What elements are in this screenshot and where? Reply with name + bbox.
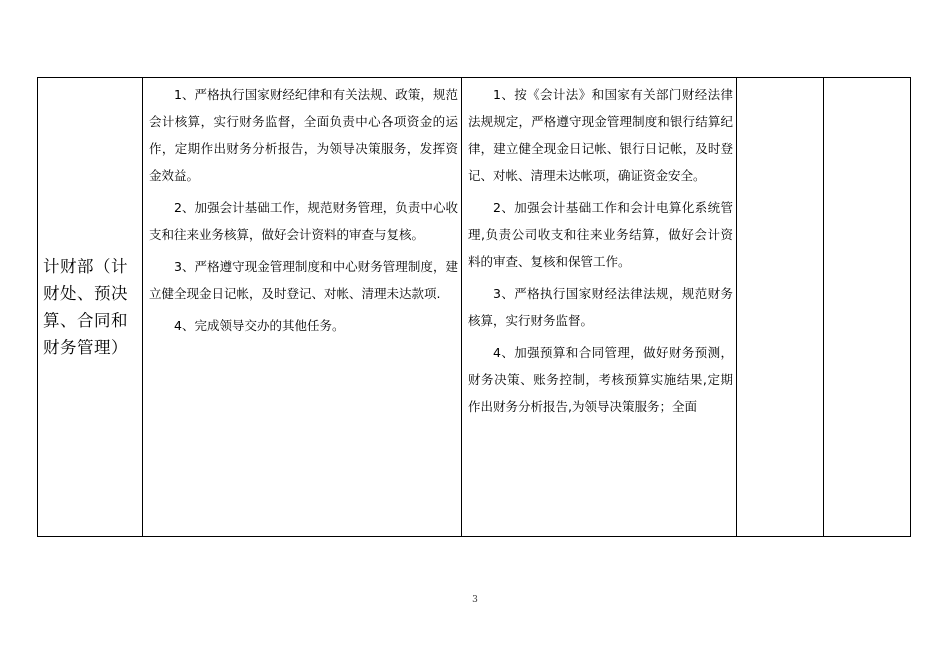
page-number: 3 xyxy=(472,595,478,605)
responsibilities-cell-b xyxy=(462,78,737,537)
duty-b-3: 3、严格执行国家财经法律法规，规范财务核算，实行财务监督。 xyxy=(468,286,733,328)
duty-a-4: 4、完成领导交办的其他任务。 xyxy=(174,318,345,333)
empty-cell-d xyxy=(824,78,911,537)
duty-b-1: 1、按《会计法》和国家有关部门财经法律法规规定，严格遵守现金管理制度和银行结算纪律，建立健全现金日记帐、银行日记帐，及时登记、对帐、清理未达帐项，确证资金安全。 xyxy=(468,87,733,183)
duty-a-1: 1、严格执行国家财经纪律和有关法规、政策，规范会计核算，实行财务监督，全面负责中心各项资金的运作，定期作出财务分析报告，为领导决策服务，发挥资金效益。 xyxy=(149,87,458,183)
duties-table xyxy=(37,77,911,537)
duty-a-3: 3、严格遵守现金管理制度和中心财务管理制度，建立健全现金日记帐，及时登记、对帐、清理未达款项. xyxy=(149,259,458,301)
duty-b-4: 4、加强预算和合同管理，做好财务预测，财务决策、账务控制，考核预算实施结果,定期作出财务分析报告,为领导决策服务；全面 xyxy=(468,345,733,414)
responsibilities-cell-a xyxy=(143,78,462,537)
duty-a-2: 2、加强会计基础工作，规范财务管理，负责中心收支和往来业务核算，做好会计资料的审查与复核。 xyxy=(149,200,458,242)
duty-b-2: 2、加强会计基础工作和会计电算化系统管理,负责公司收支和往来业务结算，做好会计资料的审查、复核和保管工作。 xyxy=(468,200,733,269)
department-cell xyxy=(38,78,143,537)
table-row xyxy=(38,78,911,537)
department-name: 计财部（计财处、预决算、合同和财务管理） xyxy=(43,257,128,357)
empty-cell-c xyxy=(737,78,824,537)
